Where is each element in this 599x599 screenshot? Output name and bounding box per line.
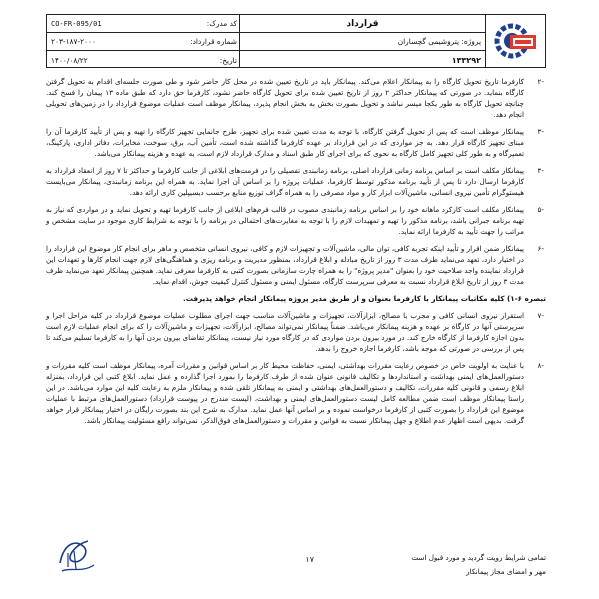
clause-number: -۵: [537, 205, 544, 214]
clause-number: -۷: [537, 311, 544, 320]
footer-signature-text: مهر و امضای مجاز پیمانکار: [466, 567, 546, 576]
clause-text: کارفرما تاریخ تحویل کارگاه را به پیمانکار اعلام می‌کند. پیمانکار باید در تاریخ تعیین شده در محل کار حاضر شود و طی صورت جلسه‌ای اقدام به تحویل گرفتن کارگاه بنماید. در صورتی که پیمانکار حداکثر ۲ روز از تاریخ تعیین شده برای تحویل کارگاه حاضر نشود، کارفرما حق دارد که طبق ماده ۱۳ پیمان را فسخ کند. چنانچه تحویل کارگاه به طور یکجا میسر نباشد و تحویل بصورت بخش به بخش انجام پذیرد، پیمانکار موظف است عملیات موضوع قرارداد را در زمین‌های تحویلی انجام دهد.: [46, 77, 524, 119]
note-6-1: [46, 293, 546, 304]
page-number: ۱۷: [305, 555, 314, 564]
date-value: ۱۴۰۰/۰۸/۲۲: [51, 55, 88, 65]
clause-6: [46, 243, 546, 287]
company-logo-icon: [492, 21, 538, 61]
title-cell: [239, 15, 485, 67]
clause-text: با عنایت به اولویت خاص در خصوص رعایت مقررات بهداشتی، ایمنی، حفاظت محیط کار بر اساس قوانین و مقررات آمره، پیمانکار موظف است کلیه مقررات و دستورالعمل‌های ایمنی بهداشت و استانداردها و تکالیف قانونی عنوان شده از طرف کارفرما را بمورد اجرا گذارده و عمل نماید. ابلاغ کتبی این قرارداد، بمنزله ابلاغ رسمی و قانونی کلیه مقررات، تکالیف و دستورالعمل‌های بهداشتی و ایمنی به پیمانکار تلقی شده و پیمانکار ملزم به رعایت کلیه این موارد می‌باشد. در این راستا پیمانکار موظف است ضمن مطالعه کامل لیست دستورالعمل‌های ایمنی و بهداشت، (لیست مندرج در پیوست قرارداد) دستورالعمل‌های مرتبط با عملیات موضوع این قرارداد را بصورت کتبی از کارفرما درخواست نموده و بر اساس آنها عمل نماید. مدارک به شرح این بند بصورت رایگان در اختیار پیمانکار قرار خواهد گرفت. بدیهی است اظهار عدم اطلاع و جهل پیمانکار نسبت به قوانین و مقررات و دستورالعمل‌های فوق‌الذکر، نمی‌تواند رافع مسئولیت پیمانکار باشد.: [46, 361, 524, 425]
contract-no-label: شماره قرارداد:: [190, 37, 237, 46]
clause-3: [46, 126, 546, 159]
contract-no-row: [47, 33, 241, 51]
clause-number: -۶: [537, 244, 544, 253]
clause-number: -۳: [537, 127, 544, 136]
clause-7: [46, 310, 546, 354]
page-footer: [46, 547, 546, 587]
clause-2: [46, 76, 546, 120]
clause-text: پیمانکار موظف است که پس از تحویل گرفتن کارگاه، با توجه به مدت تعیین شده برای تجهیز، طرح جانمایی تجهیز کارگاه را تهیه و پس از تأیید کارفرما آن را مبنای تجهیز کارگاه قرار دهد. به جز مواردی که در این قرارداد بر عهده کارفرما گذاشته شده است، تأمین آب، برق، سوخت، مخابرات، دفاتر اداری، پارکینگ، تعمیرگاه و به طور کلی تجهیز کامل کارگاه به نحوی که برای اجرای کار طبق اسناد و مدارک قرارداد لازم است، به عهده و هزینه پیمانکار می‌باشد.: [46, 127, 524, 158]
date-row: [47, 51, 241, 69]
note-text: تبصره ۶-۱) کلیه مکاتبات پیمانکار با کارفرما بعنوان و از طریق مدیر پروژه پیمانکار انجام خواهد پذیرفت.: [182, 294, 546, 303]
contract-no-value: ۲۰۳-۱۸۷-۲۰۰۰: [51, 37, 97, 46]
document-title: قرارداد: [240, 15, 485, 33]
clause-text: پیمانکار ضمن اقرار و تأیید اینکه تجربه کافی، توان مالی، ماشین‌آلات و تجهیزات لازم و کافی، نیروی انسانی متخصص و ماهر برای انجام کار موضوع این قرارداد را در اختیار دارد، تعهد می‌نماید ظرف مدت ۳ روز از تاریخ مبادله و ابلاغ قرارداد، بمنظور مدیریت و برنامه ریزی و هماهنگی‌های لازم جهت انجام کارها و تعهدات این قرارداد نماینده واجد صلاحیت خود را بعنوان "مدیر پروژه" را به همراه چارت سازمانی بصورت کتبی به کارفرما معرفی نماید. همچنین پیمانکار تعهد می‌نماید ظرف مدت ۳ روز از تاریخ ابلاغ قرارداد نسبت به معرفی سرپرست کارگاه، مسئول ایمنی و مسئول کنترل کیفیت جوش، اقدام نماید.: [46, 244, 524, 286]
doc-code-value: CO-FR-095/01: [51, 19, 102, 28]
date-label: تاریخ:: [219, 55, 237, 65]
footer-acceptance-text: تمامی شرایط رویت گردید و مورد قبول است: [411, 553, 546, 562]
clause-number: -۲: [537, 77, 544, 86]
header-table: [46, 14, 546, 68]
clause-text: پیمانکار مکلف است بر اساس برنامه زمانی قرارداد اصلی، برنامه زمانبندی تفصیلی را در فرمت‌های ابلاغی از جانب کارفرما و حداکثر تا ۷ روز از انعقاد قرارداد به کارفرما ارسال دارد تا پس از تأیید برنامه مذکور توسط کارفرما، عملیات پروژه را بر اساس آن اجرا نماید. به همراه این برنامه زمانبندی، پیمانکار می‌بایست هیستوگرام تأمین نیروی انسانی، ماشین‌آلات ابزار کار و مواد مصرفی را به همراه گراف توزیع منابع برحسب دیسیپلین کاری ارائه دهد.: [46, 166, 524, 197]
clause-text: پیمانکار مکلف است کارکرد ماهانه خود را بر اساس برنامه زمانبندی مصوب در قالب فرم‌های ابلاغی از جانب کارفرما تهیه و تحویل نماید و در مواردی که نیاز به تهیه برنامه جبرانی باشد، برنامه مذکور را تهیه و تمهیدات لازم را با توجه به مغایرت‌های احتمالی در برنامه را با توجه به شرایط کاری موجود در سایت مشخص و مراتب را جهت تأیید به کارفرما ارائه نماید.: [46, 205, 524, 236]
clause-4: [46, 165, 546, 198]
logo-cell: [485, 15, 545, 67]
doc-code-label: کد مدرک:: [206, 19, 237, 28]
project-number: ۱۳۳۲۹۲: [451, 55, 481, 65]
clause-number: -۸: [537, 361, 544, 370]
clause-number: -۴: [537, 166, 544, 175]
signature-stamp-icon: [54, 533, 100, 579]
clause-5: [46, 204, 546, 237]
project-name: پروژه: پتروشیمی گچساران: [240, 33, 485, 51]
clause-text: استقرار نیروی انسانی کافی و مجرب با مصالح، ابزارآلات، تجهیزات و ماشین‌آلات مناسب جهت اجرای مطلوب عملیات موضوع قرارداد در کلیه مراحل اجرا و سرپرستی آنها در کارگاه بر عهده و هزینه پیمانکار می‌باشد. ضمناً پیمانکار نمی‌تواند مصالح، ابزارآلات، تجهیزات و ماشین‌آلات را که برای انجام عملیات لازم است بدون اجازه کارفرما از کارگاه خارج کند. در مورد بیرون بردن مواردی که در کارگاه مورد نیاز نیست، پیمانکار تقاضای بیرون بردن آنها را به کارفرما تسلیم می‌کند تا پس از بررسی در صورتی که موجه باشد، کارفرما اجازه خروج را بدهد.: [46, 311, 524, 353]
contract-body: [46, 70, 546, 426]
doc-code-row: [47, 15, 241, 33]
clause-8: [46, 360, 546, 426]
meta-cell: [47, 15, 241, 67]
